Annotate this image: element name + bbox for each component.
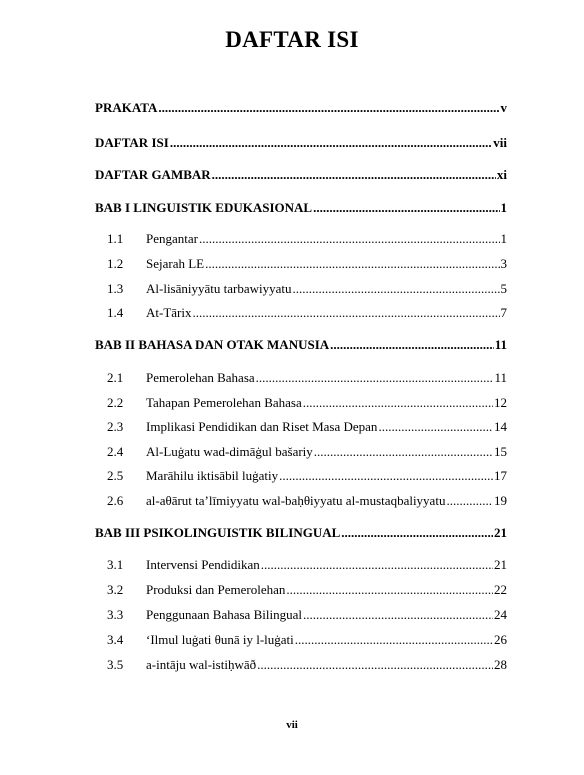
toc-section-entry[interactable]	[107, 631, 507, 648]
toc-page-number: 1	[500, 200, 507, 215]
toc-dot-leader	[199, 230, 500, 247]
toc-dot-leader	[212, 166, 496, 183]
toc-chapter-entry[interactable]	[95, 336, 507, 353]
toc-dot-leader	[192, 304, 499, 321]
toc-entry-label: Tahapan Pemerolehan Bahasa	[146, 395, 302, 410]
toc-page-number: 12	[494, 395, 507, 410]
toc-chapter-entry[interactable]	[95, 166, 507, 183]
toc-page-number: 28	[494, 657, 507, 672]
toc-chapter-entry[interactable]	[95, 524, 507, 541]
toc-chapter-entry[interactable]	[95, 199, 507, 216]
toc-section-entry[interactable]	[107, 443, 507, 460]
toc-dot-leader	[446, 492, 493, 509]
toc-section-number: 2.6	[107, 493, 124, 508]
toc-dot-leader	[295, 631, 493, 648]
toc-dot-leader	[314, 443, 493, 460]
toc-entry-label: Al-lisāniyyātu tarbawiyyatu	[146, 281, 292, 296]
toc-section-entry[interactable]	[107, 581, 507, 598]
toc-section-entry[interactable]	[107, 418, 507, 435]
toc-page-number: 14	[494, 419, 507, 434]
toc-section-number: 2.4	[107, 444, 124, 459]
toc-entry-label: DAFTAR GAMBAR	[95, 167, 211, 182]
toc-entry-label: a-intāju wal-istiḥwāð	[146, 657, 257, 672]
toc-entry-label: DAFTAR ISI	[95, 135, 169, 150]
toc-entry-label: Pengantar	[146, 231, 198, 246]
toc-section-entry[interactable]	[107, 369, 507, 386]
toc-section-entry[interactable]	[107, 556, 507, 573]
toc-page-number: 3	[500, 256, 507, 271]
toc-entry-label: Pemerolehan Bahasa	[146, 370, 255, 385]
toc-page-number: 11	[494, 370, 507, 385]
toc-page-number: 5	[500, 281, 507, 296]
toc-page-number: 22	[494, 582, 507, 597]
toc-entry-label: BAB III PSIKOLINGUISTIK BILINGUAL	[95, 525, 341, 540]
toc-section-entry[interactable]	[107, 280, 507, 297]
toc-section-number: 3.5	[107, 657, 124, 672]
toc-section-number: 2.5	[107, 468, 124, 483]
toc-entry-label: Al-Luġatu wad-dimāġul bašariy	[146, 444, 313, 459]
toc-section-number: 1.1	[107, 231, 124, 246]
toc-section-entry[interactable]	[107, 255, 507, 272]
toc-page-number: 11	[494, 337, 507, 352]
toc-entry-label: Produksi dan Pemerolehan	[146, 582, 286, 597]
toc-section-number: 1.2	[107, 256, 124, 271]
toc-entry-label: PRAKATA	[95, 100, 158, 115]
toc-section-number: 3.4	[107, 632, 124, 647]
toc-section-number: 1.3	[107, 281, 124, 296]
toc-dot-leader	[170, 134, 492, 151]
toc-section-number: 3.1	[107, 557, 124, 572]
toc-page-number: xi	[496, 167, 507, 182]
toc-section-number: 2.3	[107, 419, 124, 434]
toc-entry-label: Intervensi Pendidikan	[146, 557, 260, 572]
toc-section-entry[interactable]	[107, 656, 507, 673]
toc-section-number: 3.3	[107, 607, 124, 622]
toc-section-number: 3.2	[107, 582, 124, 597]
toc-entry-label: BAB II BAHASA DAN OTAK MANUSIA	[95, 337, 330, 352]
toc-dot-leader	[313, 199, 499, 216]
toc-chapter-entry[interactable]	[95, 99, 507, 116]
toc-page-number: 7	[500, 305, 507, 320]
toc-entry-label: Sejarah LE	[146, 256, 205, 271]
toc-section-entry[interactable]	[107, 394, 507, 411]
toc-page-number: vii	[493, 135, 507, 150]
toc-section-entry[interactable]	[107, 467, 507, 484]
toc-page-number: 1	[500, 231, 507, 246]
toc-entry-label: Implikasi Pendidikan dan Riset Masa Depan	[146, 419, 378, 434]
toc-section-entry[interactable]	[107, 230, 507, 247]
toc-page-number: 15	[494, 444, 507, 459]
page-title: DAFTAR ISI	[225, 27, 359, 52]
toc-page-number: 21	[494, 557, 507, 572]
toc-dot-leader	[341, 524, 493, 541]
toc-entry-label: Penggunaan Bahasa Bilingual	[146, 607, 302, 622]
toc-dot-leader	[205, 255, 499, 272]
toc-section-number: 2.1	[107, 370, 124, 385]
toc-page-number: 26	[494, 632, 507, 647]
toc-entry-label: ‘Ilmul luġati θunā iy l-luġati	[146, 632, 294, 647]
toc-dot-leader	[303, 394, 493, 411]
toc-dot-leader	[257, 656, 493, 673]
toc-section-entry[interactable]	[107, 304, 507, 321]
toc-page-number: v	[500, 100, 507, 115]
toc-dot-leader	[261, 556, 493, 573]
toc-section-number: 1.4	[107, 305, 124, 320]
toc-section-entry[interactable]	[107, 606, 507, 623]
toc-entry-label: al-aθārut ta’līmiyyatu wal-baḥθiyyatu al-mustaqbaliyyatu	[146, 493, 446, 508]
toc-dot-leader	[256, 369, 494, 386]
toc-dot-leader	[286, 581, 493, 598]
toc-entry-label: BAB I LINGUISTIK EDUKASIONAL	[95, 200, 313, 215]
toc-page-number: 24	[494, 607, 507, 622]
toc-page-number: 19	[494, 493, 507, 508]
toc-dot-leader	[293, 280, 500, 297]
toc-page-number: 21	[494, 525, 507, 540]
toc-dot-leader	[158, 99, 499, 116]
toc-section-entry[interactable]	[107, 492, 507, 509]
toc-entry-label: Marāhilu iktisābil luġatiy	[146, 468, 279, 483]
toc-dot-leader	[330, 336, 494, 353]
toc-section-number: 2.2	[107, 395, 124, 410]
page-number: vii	[286, 719, 298, 731]
toc-dot-leader	[303, 606, 493, 623]
toc-dot-leader	[279, 467, 493, 484]
toc-dot-leader	[378, 418, 493, 435]
toc-page-number: 17	[494, 468, 507, 483]
toc-chapter-entry[interactable]	[95, 134, 507, 151]
toc-entry-label: At-Tārix	[146, 305, 192, 320]
